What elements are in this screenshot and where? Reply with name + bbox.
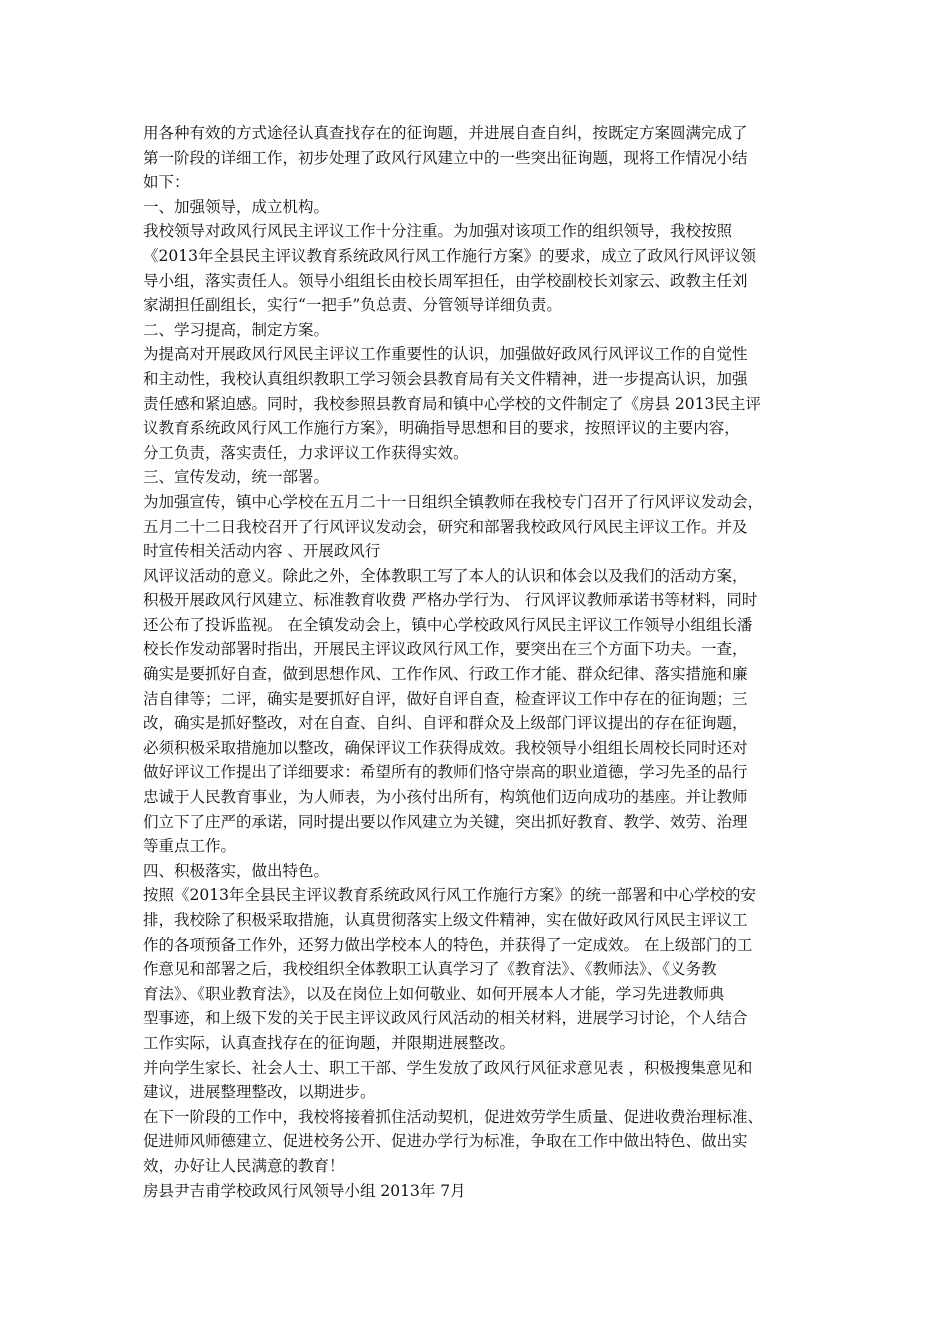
text-line: 为提高对开展政风行风民主评议工作重要性的认识，加强做好政风行风评议工作的自觉性: [143, 345, 748, 364]
text-line: 我校领导对政风行风民主评议工作十分注重。为加强对该项工作的组织领导，我校按照: [143, 222, 733, 241]
text-line: 四、积极落实，做出特色。: [143, 861, 330, 880]
text-line: 三、宣传发动，统一部署。: [143, 468, 330, 487]
text-line: 校长作发动部署时指出，开展民主评议政风行风工作，要突出在三个方面下功夫。一查，: [143, 640, 748, 659]
text-line: 分工负责，落实责任，力求评议工作获得实效。: [143, 443, 469, 462]
text-line: 如下：: [143, 173, 190, 192]
text-line: 改，确实是抓好整改，对在自查、自纠、自评和群众及上级部门评议提出的存在征询题，: [143, 714, 748, 733]
text-line: 们立下了庄严的承诺，同时提出要以作风建立为关键，突出抓好教育、教学、效劳、治理: [143, 812, 748, 831]
text-line: 确实是要抓好自查，做到思想作风、工作作风、行政工作才能、群众纪律、落实措施和廉: [143, 665, 748, 684]
text-line: 为加强宣传，镇中心学校在五月二十一日组织全镇教师在我校专门召开了行风评议发动会，: [143, 492, 764, 511]
text-line: 洁自律等；二评，确实是要抓好自评，做好自评自查，检查评议工作中存在的征询题；三: [143, 689, 748, 708]
text-line: 在下一阶段的工作中，我校将接着抓住活动契机，促进效劳学生质量、促进收费治理标准、: [143, 1107, 764, 1126]
text-line: 建议，进展整理整改，以期进步。: [143, 1083, 376, 1102]
text-line: 工作实际，认真查找存在的征询题，并限期进展整改。: [143, 1033, 516, 1052]
text-line: 育法》、《职业教育法》，以及在岗位上如何敬业、如何开展本人才能，学习先进教师典: [143, 984, 725, 1003]
text-line: 按照《2013年全县民主评议教育系统政风行风工作施行方案》的统一部署和中心学校的安: [143, 886, 756, 905]
text-line: 时宣传相关活动内容 、开展政风行: [143, 542, 381, 561]
text-line: 议教育系统政风行风工作施行方案》，明确指导思想和目的要求，按照评议的主要内容，: [143, 419, 740, 438]
text-line: 责任感和紧迫感。同时，我校参照县教育局和镇中心学校的文件制定了《房县 2013民主评: [143, 394, 761, 413]
text-line: 房县尹吉甫学校政风行风领导小组 2013年 7月: [143, 1181, 466, 1200]
text-line: 二、学习提高，制定方案。: [143, 320, 330, 339]
text-line: 还公布了投诉监视。 在全镇发动会上，镇中心学校政风行风民主评议工作领导小组组长潘: [143, 615, 753, 634]
document-page: [143, 121, 815, 1203]
text-line: 第一阶段的详细工作，初步处理了政风行风建立中的一些突出征询题，现将工作情况小结: [143, 148, 748, 167]
text-line: 效，办好让人民满意的教育！: [143, 1156, 345, 1175]
text-line: 忠诚于人民教育事业，为人师表，为小孩付出所有，构筑他们迈向成功的基座。并让教师: [143, 788, 748, 807]
text-line: 等重点工作。: [143, 837, 237, 856]
text-line: 五月二十二日我校召开了行风评议发动会，研究和部署我校政风行风民主评议工作。并及: [143, 517, 748, 536]
text-line: 促进师风师德建立、促进校务公开、促进办学行为标准，争取在工作中做出特色、做出实: [143, 1132, 748, 1151]
text-line: 导小组，落实责任人。领导小组组长由校长周军担任，由学校副校长刘家云、政教主任刘: [143, 271, 748, 290]
text-line: 和主动性，我校认真组织教职工学习领会县教育局有关文件精神，进一步提高认识，加强: [143, 369, 748, 388]
text-line: 家湖担任副组长，实行“一把手”负总责、分管领导详细负责。: [143, 296, 562, 315]
text-line: 一、加强领导，成立机构。: [143, 197, 330, 216]
text-line: 积极开展政风行风建立、标准教育收费 严格办学行为、 行风评议教师承诺书等材料，同时: [143, 591, 758, 610]
text-line: 并向学生家长、社会人士、职工干部、学生发放了政风行风征求意见表 ，积极搜集意见和: [143, 1058, 753, 1077]
text-line: 用各种有效的方式途径认真查找存在的征询题，并进展自查自纠，按既定方案圆满完成了: [143, 124, 748, 142]
text-line: 做好评议工作提出了详细要求：希望所有的教师们恪守崇高的职业道德，学习先圣的品行: [143, 763, 748, 782]
text-line: 《2013年全县民主评议教育系统政风行风工作施行方案》的要求，成立了政风行风评议领: [143, 246, 756, 265]
text-line: 风评议活动的意义。除此之外，全体教职工写了本人的认识和体会以及我们的活动方案，: [143, 566, 748, 585]
text-line: 排，我校除了积极采取措施，认真贯彻落实上级文件精神，实在做好政风行风民主评议工: [143, 911, 748, 929]
text-line: 必须积极采取措施加以整改，确保评议工作获得成效。我校领导小组组长周校长同时还对: [143, 738, 748, 757]
text-line: 作意见和部署之后，我校组织全体教职工认真学习了《教育法》、《教师法》、《义务教: [143, 960, 717, 979]
text-line: 作的各项预备工作外，还努力做出学校本人的特色，并获得了一定成效。 在上级部门的工: [143, 935, 753, 954]
text-line: 型事迹，和上级下发的关于民主评议政风行风活动的相关材料，进展学习讨论，个人结合: [143, 1009, 748, 1028]
